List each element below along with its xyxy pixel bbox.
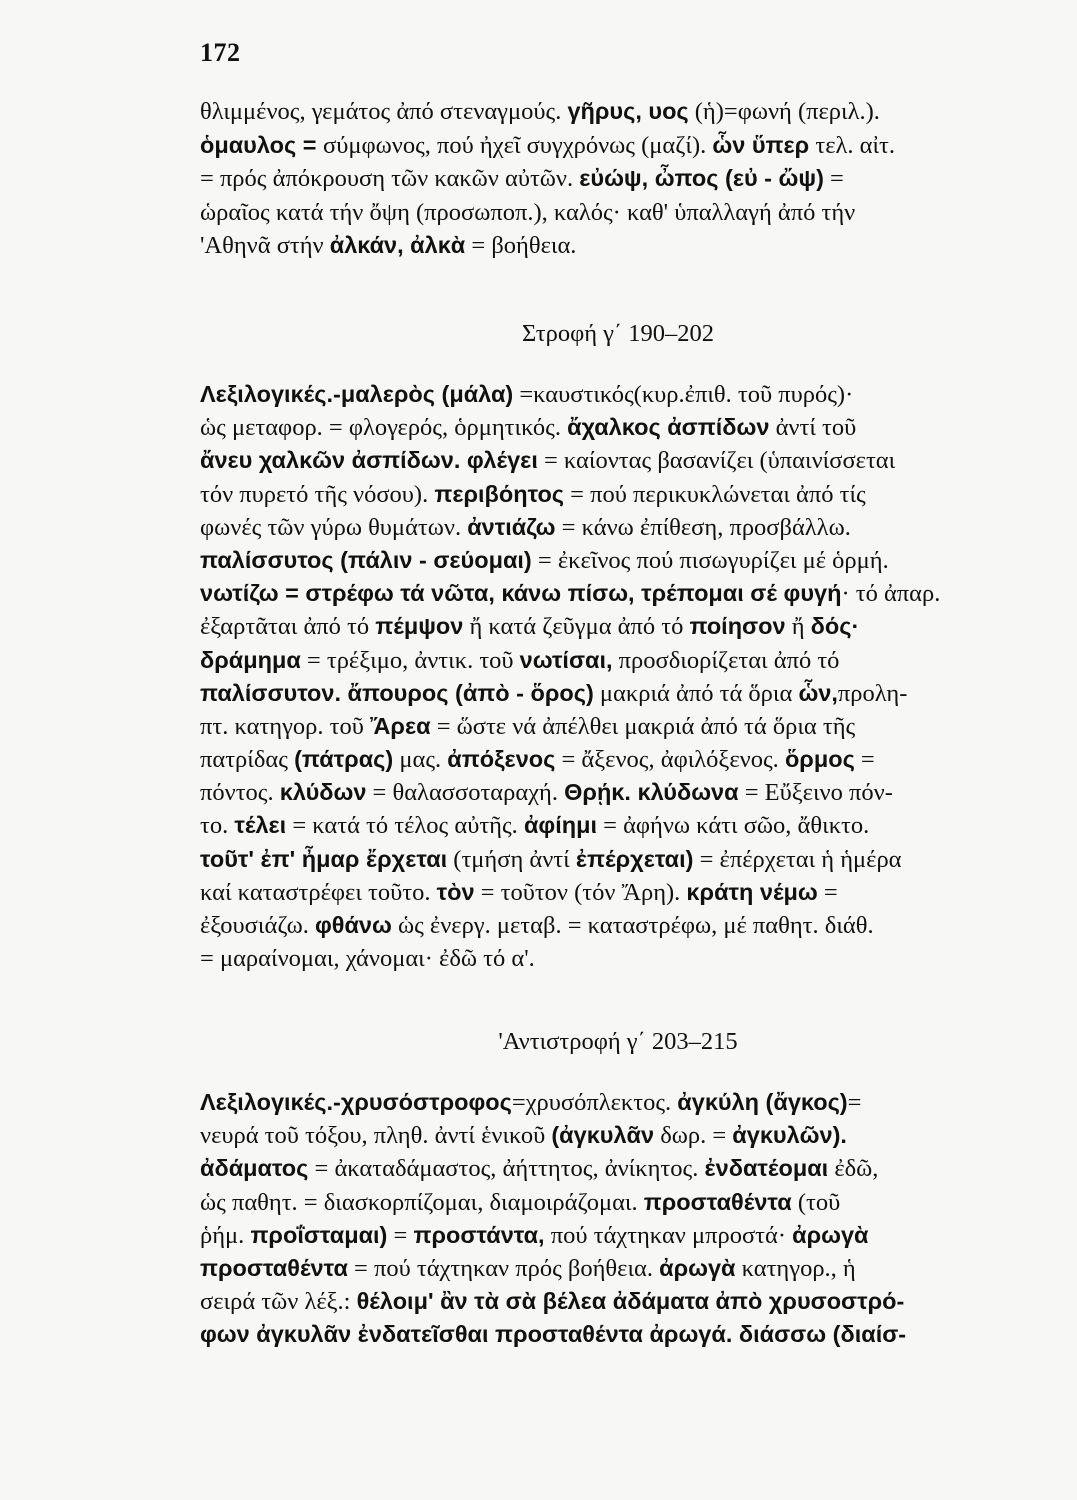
lemma-term: Ἄρεα (370, 712, 431, 739)
lemma-term: νωτίσαι, (519, 646, 613, 673)
paragraph-notes-intro (200, 95, 1036, 263)
gloss-text: ἐξαρτᾶται ἀπό τό (200, 613, 376, 641)
gloss-text: ὡς ἐνεργ. μεταβ. = καταστρέφω, μέ παθητ. διάθ. (391, 912, 874, 939)
text-line (200, 743, 1036, 776)
gloss-text: = (817, 878, 838, 906)
lemma-term: ὧν ὕπερ (712, 131, 810, 158)
gloss-text: σύμφωνος, πού ἠχεῖ συγχρόνως (μαζί). (323, 131, 713, 159)
gloss-text: ἤ (785, 613, 811, 641)
gloss-text: = Εὔξεινο πόν- (738, 779, 893, 807)
text-line (200, 942, 1036, 975)
text-line (200, 229, 1036, 263)
gloss-text: σειρά τῶν λέξ.: (200, 1288, 357, 1316)
text-line (200, 644, 1036, 677)
lemma-term: κράτη νέμω (686, 878, 818, 905)
gloss-text: = ἄξενος, ἀφιλόξενος. (555, 746, 785, 774)
lemma-term: ἀδάματος (200, 1155, 309, 1182)
gloss-text: =χρυσόπλεκτος. (511, 1089, 678, 1116)
gloss-text: = κάνω ἐπίθεση, προσβάλλω. (555, 513, 851, 541)
text-line (200, 544, 1036, 577)
lemma-term: ἀγκυλῶν). (732, 1122, 847, 1149)
paragraph-lexical-notes-strophe (200, 378, 1036, 975)
gloss-text: μας. (393, 746, 448, 774)
lemma-term: ὁμαυλος = (200, 131, 323, 158)
gloss-text: = θαλασσοταραχή. (366, 779, 565, 807)
gloss-text: το. (200, 812, 235, 840)
text-line (200, 1285, 1036, 1318)
gloss-text: μακριά ἀπό τά ὅρια (593, 679, 799, 707)
lemma-term: ἀπόξενος (447, 746, 556, 773)
lemma-term: (ἀγκυλᾶν (551, 1122, 655, 1149)
gloss-text: = τοῦτον (τόν Ἄρη). (474, 878, 687, 906)
gloss-text: ὡς μεταφορ. = φλογερός, ὁρμητικός. (200, 414, 568, 442)
text-line (200, 876, 1036, 909)
lemma-term: παλίσσυτον. ἄπουρος (ἀπὸ - ὅρος) (200, 679, 594, 706)
text-line (200, 776, 1036, 809)
gloss-text: = ὥστε νά ἀπέλθει μακριά ἀπό τά ὅρια τῆς (430, 712, 856, 740)
gloss-text: ὡς παθητ. = διασκορπίζομαι, διαμοιράζομαι. (200, 1188, 644, 1216)
lemma-term: ἐπέρχεται) (575, 845, 694, 872)
lemma-term: ἀντιάζω (467, 513, 556, 540)
gloss-text: = μαραίνομαι, χάνομαι· ἐδῶ τό α'. (200, 945, 535, 973)
section-heading-antistrophe: 'Αντιστροφή γ΄ 203–215 (498, 1028, 738, 1055)
text-line (200, 444, 1036, 477)
gloss-text: 'Αθηνᾶ στήν (200, 232, 330, 260)
gloss-text: = πού περικυκλώνεται ἀπό τίς (564, 480, 866, 508)
gloss-text: νευρά τοῦ τόξου, πληθ. ἀντί ἑνικοῦ (200, 1122, 552, 1150)
lemma-term: ἀγκύλη (ἄγκος) (677, 1089, 848, 1115)
lemma-term: προσταθέντα (643, 1188, 792, 1215)
gloss-text: = πρός ἀπόκρουση τῶν κακῶν αὐτῶν. (200, 165, 580, 193)
text-line (200, 162, 1036, 196)
lemma-term: παλίσσυτος (πάλιν - σεύομαι) (200, 546, 532, 573)
lemma-term: προστάντα, (413, 1221, 545, 1248)
lemma-term: ἄνευ χαλκῶν ἀσπίδων. φλέγει (200, 447, 538, 474)
text-line (200, 1186, 1036, 1219)
lemma-term: φθάνω (314, 912, 392, 938)
lemma-term: Λεξιλογικές.-χρυσόστροφος (200, 1089, 512, 1115)
lemma-term: γῆρυς, υος (567, 98, 689, 124)
gloss-text: τελ. αἰτ. (809, 131, 896, 159)
lemma-term: ὅρμος (784, 746, 855, 773)
gloss-text: (ἡ)=φωνή (περιλ.). (688, 98, 880, 125)
gloss-text: προλη- (837, 679, 908, 707)
text-line (200, 1252, 1036, 1285)
text-line (200, 577, 1036, 610)
gloss-text: = βοήθεια. (465, 232, 577, 260)
lemma-term: εὐώψ, ὦπος (εὐ - ὤψ) (579, 165, 824, 192)
text-line (200, 129, 1036, 163)
page-number: 172 (200, 38, 241, 67)
lemma-term: ἀλκάν, ἀλκὰ (329, 232, 466, 259)
gloss-text: ἤ κατά ζεῦγμα ἀπό τό (463, 613, 690, 641)
gloss-text: κατηγορ., ἡ (735, 1254, 856, 1282)
gloss-text: πατρίδας (200, 746, 295, 774)
text-line (200, 909, 1036, 942)
lemma-term: κλύδων (279, 779, 367, 806)
text-line (200, 1152, 1036, 1185)
lemma-term: ἄχαλκος ἀσπίδων (567, 414, 770, 441)
text-line (200, 710, 1036, 743)
gloss-text: = ἐπέρχεται ἡ ἡμέρα (693, 845, 902, 873)
gloss-text: (τμήση ἀντί (447, 845, 576, 873)
text-line (200, 1318, 1036, 1351)
lemma-term: τοῦτ' ἐπ' ἦμαρ ἔρχεται (200, 845, 448, 872)
gloss-text: = τρέξιμο, ἀντικ. τοῦ (300, 646, 520, 674)
gloss-text: ἐδῶ, (828, 1155, 879, 1183)
text-line (200, 411, 1036, 444)
lemma-term: τέλει (234, 812, 287, 839)
text-line (200, 1086, 1036, 1119)
lemma-term: θέλοιμ' ἂν τὰ σὰ βέλεα ἀδάματα ἀπὸ χρυσοστρό- (356, 1288, 905, 1315)
gloss-text: προσδιορίζεται ἀπό τό (612, 646, 840, 674)
text-line (200, 677, 1036, 710)
lemma-term: προΐσταμαι) (250, 1221, 388, 1248)
lemma-term: ποίησον (689, 613, 786, 640)
text-line (200, 95, 1036, 129)
lemma-term: προσταθέντα (200, 1254, 348, 1281)
text-line (200, 1219, 1036, 1252)
gloss-text: =καυστικός(κυρ.ἐπιθ. τοῦ πυρός)· (513, 381, 854, 408)
text-line (200, 1119, 1036, 1152)
gloss-text: ὡραῖος κατά τήν ὄψη (προσωποπ.), καλός· καθ' ὑπαλλαγή ἀπό τήν (200, 198, 856, 226)
lemma-term: (πάτρας) (294, 746, 394, 773)
gloss-text: τόν πυρετό τῆς νόσου). (200, 480, 435, 508)
gloss-text: θλιμμένος, γεμάτος ἀπό στεναγμούς. (200, 98, 568, 125)
lemma-term: πέμψον (375, 613, 464, 640)
gloss-text: = (854, 746, 875, 774)
lemma-term: ἀρωγὰ (792, 1221, 869, 1248)
gloss-text: = (387, 1221, 414, 1249)
gloss-text: = ἀφήνω κάτι σῶο, ἄθικτο. (597, 812, 870, 840)
lemma-term: περιβόητος (434, 480, 565, 507)
gloss-text: πόντος. (200, 779, 280, 807)
lemma-term: δράμημα (200, 646, 301, 673)
lemma-term: ἐνδατέομαι (704, 1155, 829, 1182)
text-line (200, 511, 1036, 544)
lemma-term: φων ἀγκυλᾶν ἐνδατεῖσθαι προσταθέντα ἀρωγά. διάσσω (διαίσ- (200, 1321, 907, 1348)
gloss-text: ῥήμ. (200, 1221, 251, 1249)
lemma-term: δός· (810, 613, 860, 640)
gloss-text: = (823, 165, 844, 193)
text-line (200, 478, 1036, 511)
gloss-text: ἀντί τοῦ (769, 414, 857, 442)
gloss-text: ἐξουσιάζω. (200, 912, 315, 939)
section-heading-strophe: Στροφή γ΄ 190–202 (521, 320, 715, 347)
gloss-text: πού τάχτηκαν μπροστά· (544, 1221, 793, 1249)
lemma-term: ὧν, (798, 679, 838, 706)
gloss-text: (τοῦ (791, 1188, 841, 1216)
text-line (200, 610, 1036, 643)
text-line (200, 378, 1036, 411)
lemma-term: Θρῄκ. κλύδωνα (564, 779, 739, 806)
gloss-text: = καίοντας βασανίζει (ὑπαινίσσεται (537, 447, 896, 475)
text-line (200, 843, 1036, 876)
gloss-text: δωρ. = (654, 1122, 733, 1150)
gloss-text: φωνές τῶν γύρω θυμάτων. (200, 513, 468, 541)
gloss-text: = (847, 1089, 862, 1116)
lemma-term: νωτίζω = στρέφω τά νῶτα, κάνω πίσω, τρέπομαι σέ φυγή (200, 580, 842, 607)
text-line (200, 809, 1036, 842)
gloss-text: = ἀκαταδάμαστος, ἀήττητος, ἀνίκητος. (308, 1155, 705, 1183)
text-line (200, 196, 1036, 230)
gloss-text: = ἐκεῖνος πού πισωγυρίζει μέ ὁρμή. (531, 546, 889, 574)
gloss-text: · τό ἀπαρ. (841, 580, 941, 608)
gloss-text: = πού τάχτηκαν πρός βοήθεια. (347, 1254, 660, 1282)
lemma-term: ἀρωγὰ (659, 1254, 736, 1281)
gloss-text: πτ. κατηγορ. τοῦ (200, 712, 370, 740)
lemma-term: τὸν (436, 878, 475, 905)
lemma-term: Λεξιλογικές.-μαλερὸς (μάλα) (200, 381, 514, 407)
gloss-text: καί καταστρέφει τοῦτο. (200, 878, 437, 906)
gloss-text: = κατά τό τέλος αὐτῆς. (286, 812, 524, 840)
paragraph-lexical-notes-antistrophe (200, 1086, 1036, 1352)
lemma-term: ἀφίημι (523, 812, 597, 839)
